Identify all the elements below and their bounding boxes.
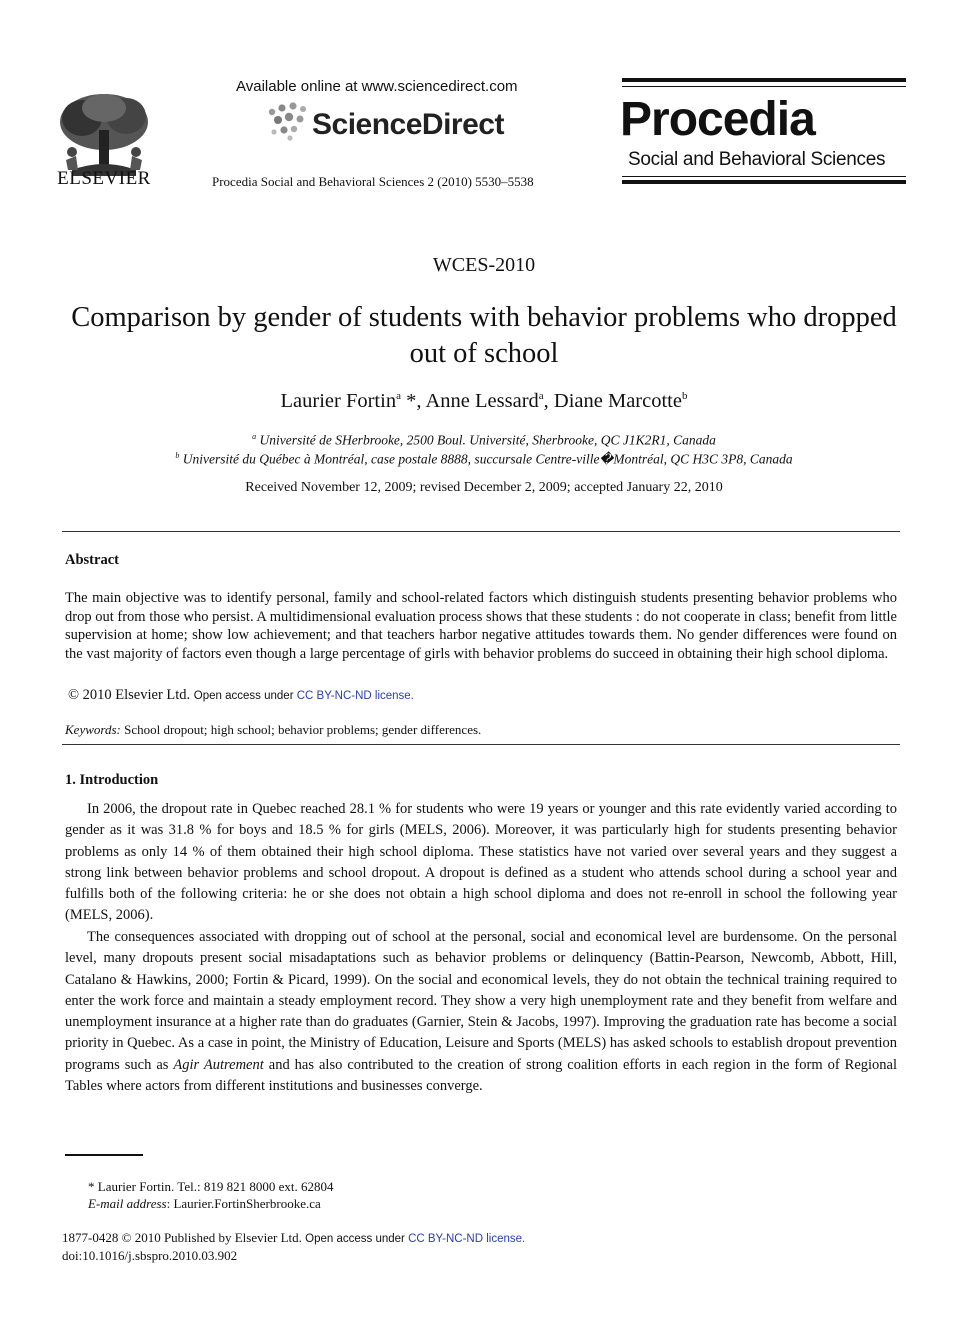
keywords-label: Keywords:	[65, 722, 121, 737]
copyright-text: © 2010 Elsevier Ltd.	[68, 687, 191, 703]
available-online-text: Available online at www.sciencedirect.com	[236, 78, 518, 95]
author-list	[0, 390, 968, 413]
abstract-copyright	[68, 687, 414, 704]
abstract-heading: Abstract	[65, 552, 119, 568]
author-affiliation-mark: a	[396, 390, 401, 403]
corresponding-author-footnote: * Laurier Fortin. Tel.: 819 821 8000 ext. 62804	[88, 1179, 334, 1194]
footnote-divider	[65, 1154, 143, 1156]
email-label: E-mail address	[88, 1196, 167, 1211]
procedia-title: Procedia	[620, 93, 815, 146]
open-access-text: Open access under	[305, 1233, 409, 1245]
email-address: : Laurier.FortinSherbrooke.ca	[166, 1196, 321, 1211]
paragraph-text: and has also contributed to the creation of strong coalition efforts in each region in the form of Regional Tables where actors from different institutions and businesses converge.	[65, 1056, 897, 1095]
license-link[interactable]: CC BY-NC-ND license.	[408, 1233, 526, 1245]
procedia-top-rule-thin	[622, 86, 906, 87]
keywords	[65, 722, 481, 738]
author-name: Laurier Fortin	[280, 390, 397, 412]
conference-name: WCES-2010	[432, 254, 536, 276]
abstract-top-divider	[62, 531, 900, 532]
journal-citation: Procedia Social and Behavioral Sciences 2 (2010) 5530–5538	[212, 174, 534, 189]
doi-line: doi:10.1016/j.sbspro.2010.03.902	[62, 1248, 238, 1263]
author-separator: *,	[400, 390, 426, 412]
author-affiliation-mark: a	[538, 390, 544, 403]
received-dates: Received November 12, 2009; revised December 2, 2009; accepted January 22, 2010	[245, 480, 723, 495]
author-affiliation-mark: b	[681, 390, 688, 403]
open-access-text: Open access under	[193, 690, 297, 702]
body-paragraph: In 2006, the dropout rate in Quebec reached 28.1 % for students who were 19 years or younger and this rate evidently varied according to gender as it was 31.8 % for boys and 18.5 % for girls (MELS, 2006). Moreover, it was particularly high for students presenting behavior problems as only 14 % of them obtained their high school diploma. These statistics have not varied over several years and they suggest a strong link between behavior problems and school dropout. A dropout is defined as a student who attends school during a school year and fulfills both of the following criteria: he or she does not obtain a high school diploma and does not re-enroll in school the following year (MELS, 2006).	[65, 801, 897, 924]
abstract-bottom-divider	[62, 744, 900, 745]
paragraph-text: The consequences associated with dropping out of school at the personal, social and economical level are burdensome. On the personal level, many dropouts present social misadaptations such as behavior problems or delinquency (Battin-Pearson, Newcomb, Abbott, Hill, Catalano & Hawkins, 2000; Fortin & Picard, 1999). On the social and economical levels, they do not obtain the technical training required to enter the work force and maintain a steady employment record. They show a very high unemployment rate and they benefit from welfare and unemployment insurance at a higher rate than do graduates (Garnier, Stein & Jacobs, 1997). Improving the graduation rate has become a social priority in Quebec. As a case in point, the Ministry of Education, Leisure and Sports (MELS) has asked schools to establish dropout prevention programs such as	[65, 929, 897, 1073]
author-name: Anne Lessard	[425, 390, 539, 412]
author-separator: ,	[543, 390, 554, 412]
affiliation-a	[0, 432, 968, 449]
publisher-name: ELSEVIER	[57, 168, 151, 189]
affiliation-mark: b	[175, 451, 180, 460]
program-name: Agir Autrement	[173, 1056, 264, 1073]
procedia-bottom-rule	[622, 180, 906, 184]
affiliation-text: Université de SHerbrooke, 2500 Boul. Université, Sherbrooke, QC J1K2R1, Canada	[259, 432, 716, 448]
keywords-text: School dropout; high school; behavior problems; gender differences.	[120, 722, 482, 737]
section-heading-introduction: 1. Introduction	[65, 772, 159, 788]
author-name: Diane Marcotte	[553, 390, 682, 412]
sciencedirect-wordmark: ScienceDirect	[312, 108, 504, 141]
abstract-text: The main objective was to identify personal, family and school-related factors which distinguish students presenting behavior problems who drop out from those who persist. A multidimensional evaluation process shows that these students : do not cooperate in class; benefit from little supervision at home; show low achievement; and that teachers harbor negative attitudes towards them. No gender differences were found on the vast majority of factors even though a large percentage of girls with behavior problems do succeed in obtaining their high school diploma.	[65, 590, 897, 663]
affiliation-b	[0, 451, 968, 468]
issn-line	[62, 1230, 525, 1246]
procedia-top-rule	[622, 78, 906, 82]
issn-text: 1877-0428 © 2010 Published by Elsevier Ltd.	[62, 1230, 302, 1245]
procedia-bottom-rule-thin	[622, 176, 906, 177]
procedia-subtitle: Social and Behavioral Sciences	[628, 149, 886, 170]
email-footnote	[88, 1196, 321, 1212]
affiliation-text: Université du Québec à Montréal, case postale 8888, succursale Centre-ville�Montréal, QC H3C 3P8, Canada	[182, 451, 793, 467]
affiliation-mark: a	[252, 432, 257, 441]
body-paragraph	[65, 927, 897, 1097]
paper-title: Comparison by gender of students with behavior problems who dropped out of school	[71, 302, 897, 369]
license-link[interactable]: CC BY-NC-ND license.	[296, 690, 414, 702]
